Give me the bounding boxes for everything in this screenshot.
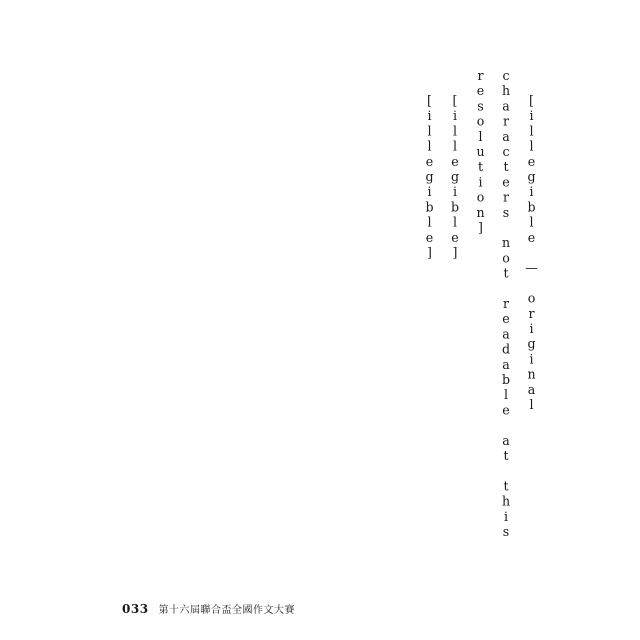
paragraph-3: [illegible] [422,93,437,261]
page-footer [122,601,295,616]
paragraph-1: [illegible — original characters not readable at this resolution] [473,68,539,540]
vertical-text-block [124,68,544,558]
page-number: 033 [122,602,149,616]
running-title: 第十六屆聯合盃全國作文大賽 [158,605,296,616]
paragraph-2: [illegible] [447,93,463,261]
